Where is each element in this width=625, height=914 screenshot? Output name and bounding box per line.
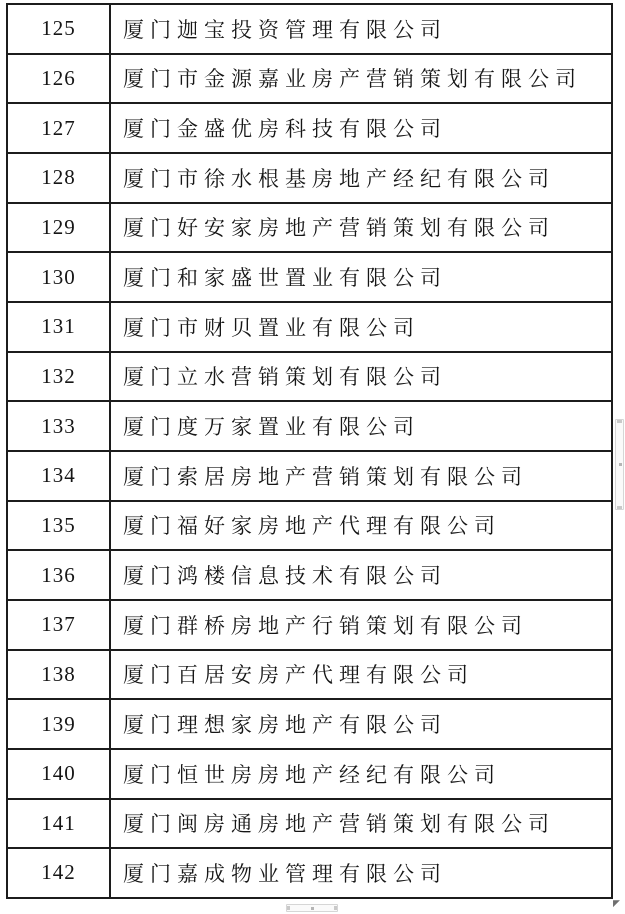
table-row [7,749,612,799]
row-number-cell: 127 [7,103,110,153]
table-row [7,203,612,253]
row-number-cell: 136 [7,550,110,600]
company-table-body [7,4,612,898]
scrollbar-grip-dot [311,907,314,910]
table-row [7,103,612,153]
row-number-cell: 126 [7,54,110,104]
company-name-cell: 厦门索居房地产营销策划有限公司 [110,451,612,501]
table-row [7,4,612,54]
table-row [7,650,612,700]
vertical-scrollbar-thumb[interactable] [615,419,624,510]
company-name-cell: 厦门和家盛世置业有限公司 [110,252,612,302]
table-row [7,501,612,551]
company-name-cell: 厦门闽房通房地产营销策划有限公司 [110,799,612,849]
table-row [7,252,612,302]
company-name-cell: 厦门度万家置业有限公司 [110,401,612,451]
row-number-cell: 139 [7,699,110,749]
table-row [7,153,612,203]
company-name-cell: 厦门迦宝投资管理有限公司 [110,4,612,54]
table-row [7,302,612,352]
table-row [7,401,612,451]
table-row [7,600,612,650]
row-number-cell: 133 [7,401,110,451]
row-number-cell: 128 [7,153,110,203]
row-number-cell: 140 [7,749,110,799]
table-row [7,352,612,402]
company-table [6,3,613,899]
company-name-cell: 厦门鸿楼信息技术有限公司 [110,550,612,600]
table-row [7,54,612,104]
horizontal-scrollbar-thumb[interactable] [286,904,338,912]
company-name-cell: 厦门好安家房地产营销策划有限公司 [110,203,612,253]
table-row [7,848,612,898]
row-number-cell: 132 [7,352,110,402]
table-row [7,799,612,849]
company-name-cell: 厦门市徐水根基房地产经纪有限公司 [110,153,612,203]
row-number-cell: 137 [7,600,110,650]
row-number-cell: 134 [7,451,110,501]
table-row [7,699,612,749]
row-number-cell: 141 [7,799,110,849]
company-name-cell: 厦门市财贝置业有限公司 [110,302,612,352]
company-name-cell: 厦门市金源嘉业房产营销策划有限公司 [110,54,612,104]
company-name-cell: 厦门群桥房地产行销策划有限公司 [110,600,612,650]
company-name-cell: 厦门立水营销策划有限公司 [110,352,612,402]
scrollbar-grip-line [287,906,290,910]
company-name-cell: 厦门百居安房产代理有限公司 [110,650,612,700]
resize-corner-icon: ◤ [613,899,620,909]
scrollbar-grip-line [334,906,337,910]
company-name-cell: 厦门恒世房房地产经纪有限公司 [110,749,612,799]
company-name-cell: 厦门福好家房地产代理有限公司 [110,501,612,551]
row-number-cell: 129 [7,203,110,253]
row-number-cell: 135 [7,501,110,551]
row-number-cell: 131 [7,302,110,352]
scrollbar-grip-dot [619,463,622,466]
table-row [7,451,612,501]
row-number-cell: 130 [7,252,110,302]
scrollbar-grip-line [617,506,622,509]
table-row [7,550,612,600]
company-name-cell: 厦门金盛优房科技有限公司 [110,103,612,153]
company-name-cell: 厦门嘉成物业管理有限公司 [110,848,612,898]
company-name-cell: 厦门理想家房地产有限公司 [110,699,612,749]
row-number-cell: 142 [7,848,110,898]
row-number-cell: 125 [7,4,110,54]
scrollbar-grip-line [617,420,622,423]
row-number-cell: 138 [7,650,110,700]
